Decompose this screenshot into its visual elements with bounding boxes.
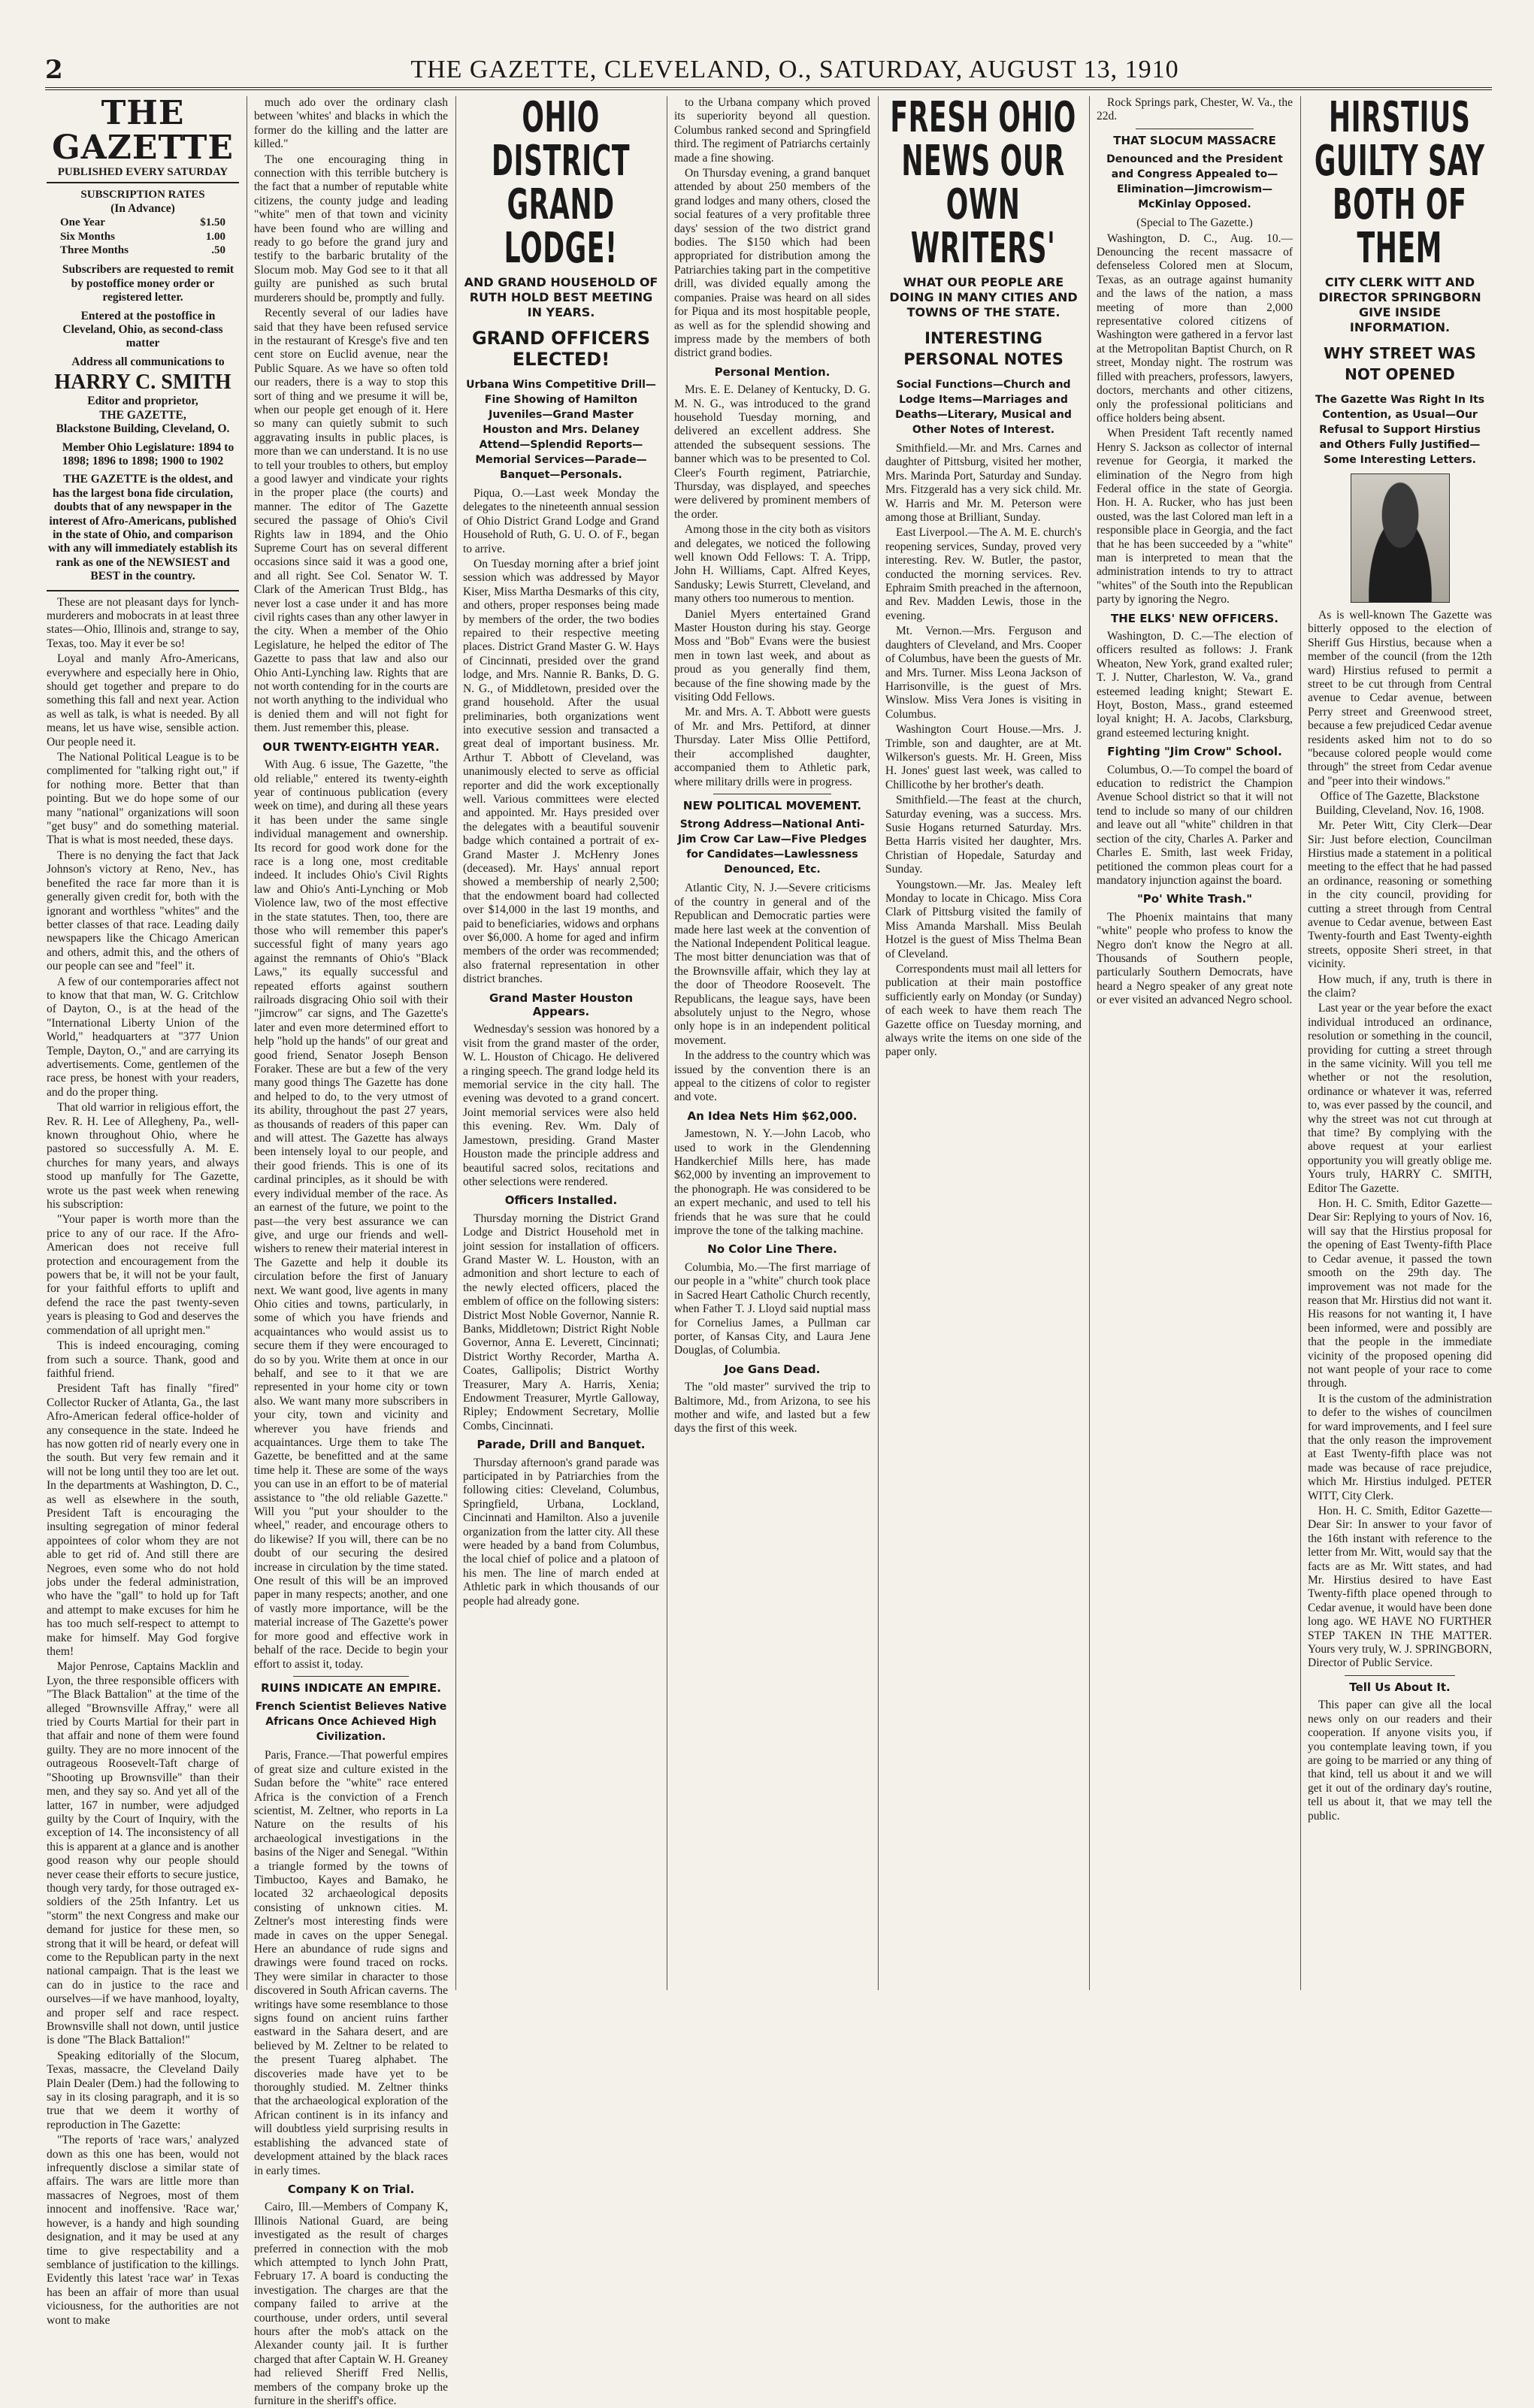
article-paragraph: The "old master" survived the trip to Baltimore, Md., from Arizona, to see his mother and wife, and lasted but a few days the first of this week.: [674, 1381, 870, 1435]
editorial-paragraph: much ado over the ordinary clash between 'whites' and blacks in which the former do the killing and the latter are killed.": [254, 96, 448, 151]
column-rule: [878, 96, 879, 1990]
article-paragraph: Piqua, O.—Last week Monday the delegates to the nineteenth annual session of Ohio District Grand Lodge and Grand Household of Ruth, G. U. O. of F., began to arrive.: [463, 487, 659, 555]
article-paragraph: On Tuesday morning after a brief joint session which was addressed by Mayor Kiser, Miss Martha Desmarks of this city, and others, proper responses being made by members of the order, the two bodies repaired to their respective meeting places. District Grand Master G. W. Hays of Cincinnati, presided over the grand lodge, and Mrs. Nannie R. Banks, D. G. N. G., of Middletown, presided over the grand household. After the usual preliminaries, both organizations went into executive session and transacted a great deal of important business. Mr. Arthur T. Abbott of Cleveland, was unanimously elected to serve as official reporter and did the work exceptionally well. Various committees were elected and appointed. Mr. Hays presided over the delegates with a beautiful souvenir badge which contained a portrait of ex-Grand Master J. McHenry Jones (deceased). Mr. Hays' annual report showed a membership of nearly 2,500; that the endowment board had collected over $14,000 in the last 19 months, and paid to beneficiaries, widows and orphans over $6,000. A home for aged and infirm members of the order was recommended; also fraternal representation in other district branches.: [463, 558, 659, 986]
article-paragraph: Paris, France.—That powerful empires of great size and culture existed in the Sudan before the "white" race entered Africa is the conviction of a French scientist, M. Zeltner, who reports in La Nature on the results of his archaeological investigations in the basins of the Niger and Senegal. "Within a triangle formed by the towns of Timbuctoo, Kayes and Bamako, he located 32 archaeological deposits consisting of unknown cities. M. Zeltner's most interesting finds were made in caves on the upper Senegal. Here an abundance of rude signs and drawings were found traced on rocks. They were similar in character to those discovered in South African caverns. The writings have some resemblance to those signs found on ancient ruins farther eastward in the Sahara desert, and are believed by M. Zeltner to be related to the present Tuareg alphabet. The discoveries made have yet to be thoroughly studied. M. Zeltner thinks that the archaeological exploration of the African continent is in its infancy and will doubtless yield surprising results in establishing the advanced state of development attained by the black races in early times.: [254, 1749, 448, 2177]
editorial-paragraph: These are not pleasant days for lynch-murderers and mobocrats in at least three states—Ohio, Illinois and, strange to say, Texas, too. May it ever be so!: [47, 595, 239, 650]
news-item: Mt. Vernon.—Mrs. Ferguson and daughters of Cleveland, and Mrs. Cooper of Columbus, have been the guests of Mr. and Mrs. Turner. Miss Leona Jackson of Harrisonville, is the guest of Mrs. Winslow. Miss Vera Jones is visiting in Columbus.: [885, 625, 1082, 721]
article-paragraph: Thursday afternoon's grand parade was participated in by Patriarchies from the following cities: Cleveland, Columbus, Springfield, Urbana, Lockland, Cincinnati and Hamilton. Also a juvenile organization from the latter city. All these were headed by a band from Columbus, the local chief of police and a platoon of his men. The line of march ended at Athletic park in which thousands of our people had already gone.: [463, 1456, 659, 1608]
article-deck: WHAT OUR PEOPLE ARE DOING IN MANY CITIES AND TOWNS OF THE STATE.: [889, 275, 1078, 319]
article-heading: NEW POLITICAL MOVEMENT.: [682, 798, 862, 812]
article-heading: Personal Mention.: [714, 365, 831, 379]
article-heading: Officers Installed.: [504, 1193, 618, 1208]
article-heading: RUINS INDICATE AN EMPIRE.: [261, 1680, 441, 1695]
masthead-box: [47, 96, 239, 591]
column-4: [674, 96, 870, 1990]
news-item: Smithfield.—Mr. and Mrs. Carnes and daughter of Pittsburg, visited her mother, Mrs. Marinda Port, Saturday and Sunday. Mrs. Fitzgerald has a very sick child. Mr. W. Harris and Mr. M. Peterson were among those at Brilliant, Sunday.: [885, 442, 1082, 525]
banner-headline: FRESH OHIO NEWS OUR OWN WRITERS': [890, 93, 1077, 273]
article-deck: Strong Address—National Anti-Jim Crow Car Law—Five Pledges for Candidates—Lawlessness Denounced, Etc.: [677, 818, 867, 876]
article-heading: Fighting "Jim Crow" School.: [1107, 745, 1282, 759]
banner-headline: HIRSTIUS GUILTY SAY BOTH OF THEM: [1315, 93, 1485, 273]
article-paragraph: Jamestown, N. Y.—John Lacob, who used to work in the Glendenning Handkerchief Mills here, has made $62,000 by inventing an improvement to the phonograph. He was considered to be an expert mechanic, and used to tell his friends that he was sure that he could improve the tone of the talking machine.: [674, 1127, 870, 1238]
letter-paragraph: Hon. H. C. Smith, Editor Gazette—Dear Sir: In answer to your favor of the 16th instant with reference to the letter from Mr. Witt, would say that the facts are as Mr. Witt states, and had Mr. Hirstius desired to have East Twenty-fifth place opened through to Cedar avenue, it would have been done long ago. WE HAVE NO FURTHER STEP TAKEN IN THE MATTER. Yours very truly, W. J. SPRINGBORN, Director of Public Service.: [1308, 1505, 1492, 1670]
letter-paragraph: It is the custom of the administration to defer to the wishes of councilmen for ward improvements, and I feel sure that the only reason the improvement at East Twenty-fifth place was not made was because of race prejudice, which Mr. Hirstius indulged. PETER WITT, City Clerk.: [1308, 1392, 1492, 1502]
article-paragraph: Daniel Myers entertained Grand Master Houston during his stay. George Moss and "Bob" Evans were the busiest men in town last week, and about as proud as you generally find them, because of the fine showing made by the visiting Odd Fellows.: [674, 607, 870, 704]
article-paragraph: Mr. and Mrs. A. T. Abbott were guests of Mr. and Mrs. Pettiford, at dinner Thursday. Later Miss Ollie Pettiford, their accomplished daughter, accompanied them to Athletic park, where military drills were in progress.: [674, 706, 870, 788]
article-deck: CITY CLERK WITT AND DIRECTOR SPRINGBORN GIVE INSIDE INFORMATION.: [1318, 275, 1481, 334]
rate-row: Three Months .50: [60, 244, 225, 257]
circulation-claim: THE GAZETTE is the oldest, and has the largest bona fide circulation, doubts that of any newspaper in the interest of Afro-Americans, published in the state of Ohio, and comparison with any will immediately establish its rank as one of the NEWSIEST and BEST in the country.: [48, 473, 238, 583]
article-heading: An Idea Nets Him $62,000.: [687, 1109, 858, 1123]
banner-headline: OHIO DISTRICT GRAND LODGE!: [492, 93, 631, 273]
article-paragraph: In the address to the country which was issued by the convention there is an appeal to the citizens of color to register and vote.: [674, 1049, 870, 1104]
editorial-paragraph: Major Penrose, Captains Macklin and Lyon, the three responsible officers with "The Black Battalion" at the time of the alleged "Brownsville Affray," were all tried by Courts Martial for their part in that affair and none of them were found guilty. They are no more innocent of the outrageous Roosevelt-Taft charge of "Shooting up Brownsville" than their men, and they say so. And yet all of the latter, 167 in number, were adjudged guilty by the Court of Inquiry, with the exception of 14. The inconsistency of all this is apparent at a glance and is another good reason why our people should never cease their efforts to secure justice, though very tardy, for those outraged ex-soldiers of the 25th Infantry. Let us "storm" the next Congress and make our demand for justice for these men, so strong that it will be heard, or defeat will come to the Republican party in the next national campaign. That is the least we can do in justice to the race and ourselves—if we have manhood, loyalty, and proper self and race respect. Brownsville shall not down, until justice is done "The Black Battalion!": [47, 1660, 239, 2047]
column-3: [463, 93, 659, 1990]
editorial-paragraph: With Aug. 6 issue, The Gazette, "the old reliable," entered its twenty-eighth year of continuous publication (every week on time), and during all these years it has been under the same single individual management and ownership. Its record for good work done for the race is a long one, most creditable indeed. It includes Ohio's Civil Rights law and Ohio's Anti-Lynching or Mob Violence law, two of the most effective in the state statutes. Then, too, there are those who will remember this paper's successful fight of many years ago against the remnants of Ohio's "Black Laws," its equally successful and repeated efforts against southern railroads disgracing Ohio soil with their "jimcrow" car signs, and The Gazette's later and even more determined effort to help "hold up the hands" of our great and good friend, Senator Joseph Benson Foraker. These are but a few of the very many good things The Gazette has done and helped to do, to the very utmost of its ability, throughout the past 27 years, as thousands of readers of this paper can and will attest. The Gazette has always been intensely loyal to our people, and their good friends. This is one of its cardinal principles, as it should be with every individual member of the race. As an earnest of the future, we point to the past—the very best assurance we can give, and urge our friends and well-wishers to renew their material interest in The Gazette and help it double its circulation before the first of January next. We want good, live agents in many Ohio cities and towns, particularly, in some of which you have friends and acquaintances who would assist us to secure them if they were encouraged to do so by you. Write them at once in our behalf, and see to it that we are represented in your home city or town also. We want many more subscribers in your city, town and vicinity and wherever you have friends and acquaintances. Urge them to take The Gazette, be benefitted and at the same time help it. These are some of the ways you can use in an effort to be of material assistance to "the old reliable Gazette." Will you "put your shoulder to the wheel," reader, and encourage others to do likewise? If you will, there can be no doubt of our securing the desired increase in circulation by the time stated. One result of this will be an improved paper in many respects; another, and one of vastly more importance, will be the material increase of The Gazette's power for more good and effective work in behalf of the race. Decide to begin your effort to assist it, today.: [254, 758, 448, 1671]
editor-name: HARRY C. SMITH: [54, 371, 231, 395]
article-deck: The Gazette Was Right In Its Contention, as Usual—Our Refusal to Support Hirstius and Others Fully Justified—Some Interesting Letters.: [1315, 394, 1485, 466]
column-5: [885, 93, 1082, 1990]
article-paragraph: When President Taft recently named Henry S. Jackson as collector of internal revenue for Georgia, it marked the elimination of the Negro from high Federal office in the state of Georgia. Hon. H. A. Rucker, who has just been ousted, was the last Colored man left in a responsible place in Georgia, and the fact that he has been succeeded by a "white" man is interpreted to mean that the administration intends to try to attract "whites" of the South into the Republican party by ignoring the Negro.: [1097, 427, 1293, 607]
news-item: Correspondents must mail all letters for publication at their main postoffice sufficiently early on Monday (or Sunday) of each week to have them reach The Gazette office on Tuesday morning, and always write the items on one side of the paper only.: [885, 963, 1082, 1059]
article-paragraph: Wednesday's session was honored by a visit from the grand master of the order, W. L. Houston of Chicago. He delivered a ringing speech. The grand lodge held its memorial service in the city hall. The evening was devoted to a grand concert. Joint memorial services were also held this evening. Rev. Wm. Daly of Jamestown, presiding. Grand Master Houston made the principle address and beautiful sacred solos, recitations and other selections were rendered.: [463, 1023, 659, 1188]
news-item: Smithfield.—The feast at the church, Saturday evening, was a success. Mrs. Susie Hogans returned Saturday. Mrs. Betta Harris visited her daughter, Mrs. Christian of Hopedale, Saturday and Sunday.: [885, 794, 1082, 876]
article-paragraph: This paper can give all the local news only on our readers and their cooperation. If anyone visits you, if you contemplate leaving town, if you are going to be married or any thing of that kind, tell us about it and we will get it out of the ordinary day's routine, tell us about it, that we may tell the public.: [1308, 1699, 1492, 1823]
article-heading: THE ELKS' NEW OFFICERS.: [1110, 611, 1278, 625]
entered-note: Entered at the postoffice in Cleveland, Ohio, as second-class matter: [62, 309, 223, 350]
article-heading: Tell Us About It.: [1349, 1680, 1451, 1694]
editorial-paragraph: "The reports of 'race wars,' analyzed down as this one has been, would not infrequently disclose a similar state of affairs. The wars are little more than massacres of Negroes, most of them innocent and inoffensive. 'Race war,' however, is a handy and high sounding designation, and it may be used at any time to give respectability and a semblance of justification to the killings. Evidently this latest 'race war' in Texas has been an affair of more than usual viciousness, for the authorities are not wont to make: [47, 2134, 239, 2327]
article-paragraph: On Thursday evening, a grand banquet attended by about 250 members of the grand lodges and many others, closed the social features of a very profitable three days' session of the two district grand bodies. The $150 which had been appropriated for distribution among the Patriarchies taking part in the competitive drill, was divided equally among the companies. Praise was heard on all sides for Piqua and its most hospitable people, as well as for the splendid showing and impress made by the members of both district grand bodies.: [674, 167, 870, 360]
rate-row: One Year $1.50: [60, 216, 225, 229]
article-deck: Denounced and the President and Congress Appealed to—Elimination—Jimcrowism—McKinlay Opposed.: [1106, 153, 1283, 211]
article-paragraph: Washington, D. C.—The election of officers resulted as follows: J. Frank Wheaton, New York, grand exalted ruler; T. J. Nutter, Charleston, W. Va., grand esteemed leading knight; Stewart E. Hoyt, Boston, Mass., grand esteemed loyal knight; H. A. Jacobs, Clarksburg, grand esteemed lecturing knight.: [1097, 630, 1293, 740]
column-2: [254, 96, 448, 2407]
article-deck: AND GRAND HOUSEHOLD OF RUTH HOLD BEST MEETING IN YEARS.: [464, 275, 658, 319]
article-paragraph: Among those in the city both as visitors and delegates, we noticed the following well known Odd Fellows: T. A. Tripp, John H. Williams, Capt. Alfred Keyes, Sandusky; Lewis Sturrett, Cleveland, and many others too numerous to mention.: [674, 523, 870, 606]
letter-paragraph: Last year or the year before the exact individual introduced an ordinance, resolution or something in the council, providing for cutting a street through in the same vicinity. Will you tell me whether or not the resolution, ordinance or whatever it was, referred to, was ever passed by the council, and why the street was not cut through at that time? By complying with the above request at your earliest opportunity you will greatly oblige me. Yours truly, HARRY C. SMITH, Editor The Gazette.: [1308, 1002, 1492, 1195]
column-rule: [1300, 96, 1301, 1990]
editorial-paragraph: Loyal and manly Afro-Americans, everywhere and especially here in Ohio, should get together and prepare to do something this fall and next year. Action as well as talk, is what is needed. By all means, let us have wise, sensible action. Our people need it.: [47, 652, 239, 749]
divider: [1345, 1675, 1455, 1676]
article-heading: No Color Line There.: [707, 1242, 837, 1257]
divider: [293, 1676, 410, 1677]
editorial-paragraph: That old warrior in religious effort, the Rev. R. H. Lee of Allegheny, Pa., well-known throughout Ohio, where he pastored so successfully A. M. E. churches for many years, and always stood up manfully for The Gazette, wrote us the past week when renewing his subscription:: [47, 1101, 239, 1212]
editorial-paragraph: A few of our contemporaries affect not to know that that man, W. G. Critchlow of Dayton, O., is at the head of the "International Liberty Union of the World," headquarters at "377 Union Temple, Dayton, O.," and are carrying its advertisements. Come, gentlemen of the race press, be honest with your readers, and do the proper thing.: [47, 975, 239, 1099]
news-item: East Liverpool.—The A. M. E. church's reopening services, Sunday, proved very interesting. Rev. W. Butler, the pastor, conducted the morning services. Rev. Ephraim Smith preached in the afternoon, and Rev. Madden Lewis, those in the evening.: [885, 526, 1082, 622]
editorial-paragraph: The National Political League is to be complimented for "talking right out," if for nothing more. Better that than pointing. But we do hope some of our many "national" organizations will soon "get busy" and do something material. That is what is most needed, these days.: [47, 751, 239, 847]
publication-address: Blackstone Building, Cleveland, O.: [56, 422, 230, 436]
letter-paragraph: Mr. Peter Witt, City Clerk—Dear Sir: Just before election, Councilman Hirstius made a statement in a political meeting to the effect that he had passed an ordinance, reasoning or something in the city council, providing for cutting a street through from Central avenue to Cedar avenue, between East Twenty-fourth and East Twenty-eighth streets, opposite Sheri street, in that vicinity.: [1308, 819, 1492, 971]
article-heading: Joe Gans Dead.: [724, 1362, 821, 1376]
article-paragraph: Cairo, Ill.—Members of Company K, Illinois National Guard, are being investigated as the result of charges preferred in connection with the mob which attempted to lynch John Pratt, February 17. A board is conducting the investigation. The charges are that the company failed to arrive at the courthouse, under orders, until several hours after the mob's attack on the Alexander county jail. It is further charged that after Captain W. H. Greaney had relieved Sheriff Fred Nellis, members of the company broke up the furniture in the sheriff's office.: [254, 2201, 448, 2407]
publication-name: THE GAZETTE,: [99, 408, 186, 422]
rates-heading: SUBSCRIPTION RATES: [80, 189, 205, 201]
rate-row: Six Months 1.00: [60, 230, 225, 243]
legislature-note: Member Ohio Legislature: 1894 to 1898; 1896 to 1898; 1900 to 1902: [62, 440, 234, 467]
letter-header: Office of The Gazette, Blackstone Building, Cleveland, Nov. 16, 1908.: [1315, 790, 1484, 817]
article-heading: Grand Master Houston Appears.: [489, 991, 634, 1019]
dateline: (Special to The Gazette.): [1136, 216, 1253, 230]
editorial-paragraph: Speaking editorially of the Slocum, Texas, massacre, the Cleveland Daily Plain Dealer (Dem.) had the following to say in its closing paragraph, and it is so true that we deem it worthy of reproduction in The Gazette:: [47, 2049, 239, 2131]
article-paragraph: Atlantic City, N. J.—Severe criticisms of the country in general and of the Republican and Democratic parties were made here last week at the convention of the National Independent Political league. The most bitter denunciation was that of the Brownsville affair, which they lay at the door of Theodore Roosevelt. The Republicans, the league says, have been absolutely unjust to the Negro, whose only hope is in an independent political movement.: [674, 882, 870, 1047]
article-paragraph: As is well-known The Gazette was bitterly opposed to the election of Sheriff Gus Hirstius, because when a member of the council (from the 12th ward) Hirstius refused to permit a street to be cut through from Central avenue to Cedar avenue, between Perry street and Greenwood street, because a few prejudiced Cedar avenue residents asked him not to do so "because colored people would come through" the street from Cedar avenue and "peer into their windows.": [1308, 609, 1492, 788]
rates-note: (In Advance): [110, 201, 175, 215]
article-paragraph: The Phoenix maintains that many "white" people who profess to know the Negro don't know the Negro at all. Thousands of Southern people, particularly Southern Democrats, have heard a Negro speaker of any great note or ever visited an advanced Negro school.: [1097, 910, 1293, 1007]
running-head: THE GAZETTE, CLEVELAND, O., SATURDAY, AUGUST 13, 1910: [410, 56, 1179, 83]
gazette-title: THE GAZETTE: [52, 94, 234, 167]
editor-title: Editor and proprietor,: [87, 395, 198, 408]
column-7: [1308, 93, 1492, 1990]
news-item: Rock Springs park, Chester, W. Va., the 22d.: [1097, 96, 1293, 123]
gazette-subtitle: PUBLISHED EVERY SATURDAY: [47, 165, 239, 183]
article-paragraph: Washington, D. C., Aug. 10.—Denouncing the recent massacre of defenseless Colored men at Slocum, Texas, as an outrage against humanity and the laws of the nation, a mass meeting of more than 2,000 representative colored citizens of Washington were gathered in a fervor last at the Metropolitan Baptist Church, on R street, Monday night. The rostrum was filled with preachers, professors, lawyers, doctors, merchants and other citizens, only the professional politicians and office holders being absent.: [1097, 231, 1293, 425]
column-1: [47, 94, 239, 2327]
article-deck: INTERESTING PERSONAL NOTES: [903, 329, 1064, 368]
page-number: 2: [45, 55, 63, 85]
article-heading: THAT SLOCUM MASSACRE: [1113, 133, 1276, 147]
portrait-image: [1351, 473, 1450, 603]
editorial-paragraph: "Your paper is worth more than the price to any of our race. If the Afro-American does not receive full protection and encouragement from the powers that be, it will not be your fault, for your faithful efforts to uplift and defend the race the past twenty-seven years is pleasing to God and deserves the commendation of all upright men.": [47, 1213, 239, 1337]
article-heading: Company K on Trial.: [287, 2182, 415, 2196]
article-heading: "Po' White Trash.": [1136, 892, 1253, 906]
letter-paragraph: Hon. H. C. Smith, Editor Gazette—Dear Sir: Replying to yours of Nov. 16, will say that the Hirstius proposal for the opening of East Twenty-fifth Place to Cedar avenue, it passed the town smooth on the 29th day. The improvement was not made for the reason that Mr. Hirstius did not want it. His reasons for not wanting it, I have been informed, were and possibly are that the people in the immediate vicinity of the proposed opening did not want people of your race to come through.: [1308, 1197, 1492, 1390]
article-heading: OUR TWENTY-EIGHTH YEAR.: [262, 740, 440, 754]
remit-note: Subscribers are requested to remit by postoffice money order or registered letter.: [62, 263, 234, 304]
article-paragraph: to the Urbana company which proved its superiority beyond all question. Columbus ranked second and Springfield third. The regiment of Patriarchs certainly made a fine showing.: [674, 96, 870, 165]
address-heading: Address all communications to: [71, 355, 225, 368]
editorial-paragraph: President Taft has finally "fired" Collector Rucker of Atlanta, Ga., the last Afro-American federal office-holder of any consequence in the state. Indeed he has now gotten rid of nearly every one in the south. But very few remain and it will not be long until they too are let out. In the departments at Washington, D. C., as well as elsewhere in the south, President Taft is encouraging the insulting segregation of minor federal appointees of color whom they are not able to get rid of. And still there are Negroes, even some who do not hold jobs under the federal administration, who have the "gall" to hold up for Taft and attempt to make excuses for him he has too much self-respect to attempt to make for himself. May God forgive them!: [47, 1382, 239, 1659]
news-item: Washington Court House.—Mrs. J. Trimble, son and daughter, are at Mt. Wilkerson's guests. Mr. H. Green, Miss H. Jones' guest last week, was called to Chillicothe by her brother's death.: [885, 723, 1082, 791]
article-paragraph: Columbus, O.—To compel the board of education to redistrict the Champion Avenue School district so that it will not tend to include so many of our children and leave out all "white" children in that section of the city, Charles A. Parker and Charles E. Smith, last week Friday, petitioned the common pleas court for a mandatory injunction against the board.: [1097, 763, 1293, 887]
article-deck: WHY STREET WAS NOT OPENED: [1324, 344, 1476, 383]
article-paragraph: Thursday morning the District Grand Lodge and District Household met in joint session for installation of officers. Grand Master W. L. Houston, with an admonition and short lecture to each of the newly elected officers, placed the emblem of office on the following sisters: District Most Noble Governor, Nannie R. Banks, Middletown; District Right Noble Governor, Anna E. Leverett, Cincinnati; District Worthy Recorder, Martha A. Coates, Gallipolis; District Worthy Treasurer, Mary A. Harris, Xenia; Endowment Treasurer, Myrtle Galloway, Ripley; Endowment Secretary, Mollie Combs, Cincinnati.: [463, 1212, 659, 1432]
article-deck: French Scientist Believes Native Africans Once Achieved High Civilization.: [255, 1701, 447, 1744]
article-paragraph: Columbia, Mo.—The first marriage of our people in a "white" church took place in Sacred Heart Catholic Church recently, when Father T. J. Lloyd said nuptial mass for Cornelius James, a Pullman car porter, of Kansas City, and Laura Jene Douglas, of Columbia.: [674, 1260, 870, 1357]
letter-paragraph: How much, if any, truth is there in the claim?: [1308, 973, 1492, 1000]
article-deck: GRAND OFFICERS ELECTED!: [471, 328, 650, 370]
editorial-paragraph: Recently several of our ladies have said that they have been refused service in the restaurant of Kresge's five and ten cent store on Euclid avenue, near the Public Square. As we have so often told our readers, there is a way to stop this sort of thing and we presume it will be, when our people get enough of it. Here so many can quietly submit to such aggravating insults in public places, is more than we can understand. It is no use to tell your troubles to others, but employ a good lawyer and vindicate your rights in the proper place (the courts) and manner. The editor of The Gazette secured the passage of Ohio's Civil Rights law in 1894, and the Ohio Supreme Court has on several different occasions since said it was a good one, and all right. See Col. Senator W. T. Clark of the American Trust Bldg., has never lost a case under it and has more civil rights cases than any other lawyer in the city. When a member of the Ohio Legislature, he helped the editor of The Gazette to pass that law and also our Ohio Anti-Lynching law. Rights that are not worth contending for in the courts are not worth anything to the individual who is denied them and will not fight for them. Just remember this, please.: [254, 307, 448, 735]
column-6: [1097, 96, 1293, 1990]
editorial-paragraph: This is indeed encouraging, coming from such a source. Thank, good and faithful friend.: [47, 1339, 239, 1380]
news-item: Youngstown.—Mr. Jas. Mealey left Monday to locate in Chicago. Miss Cora Clark of Pittsburg visited the family of Miss Amanda Marshall. Miss Beulah Hotzel is the guest of Miss Thelma Bean of Cleveland.: [885, 878, 1082, 960]
article-deck: Urbana Wins Competitive Drill—Fine Showing of Hamilton Juveniles—Grand Master Houston and Mrs. Delaney Attend—Splendid Reports—Memorial Services—Parade—Banquet—Personals.: [466, 379, 656, 481]
column-rule: [1089, 96, 1090, 1990]
editorial-paragraph: There is no denying the fact that Jack Johnson's victory at Reno, Nev., has benefited the race far more than it is generally given credit for, both with the ignorant and worthless "whites" and the better classes of that race. Leading daily newspapers like the Chicago American and others, admit this, and the others of our people can see and "feel" it.: [47, 849, 239, 973]
column-rule: [455, 96, 456, 1990]
article-deck: Social Functions—Church and Lodge Items—Marriages and Deaths—Literary, Musical and Other Notes of Interest.: [895, 379, 1072, 436]
article-heading: Parade, Drill and Banquet.: [477, 1438, 646, 1452]
article-paragraph: Mrs. E. E. Delaney of Kentucky, D. G. M. N. G., was introduced to the grand household Tuesday morning, and delivered an excellent address. She attended the subsequent sessions. The banner which was to be presented to Col. Cleer's Fourth regiment, Patriarchie, Thursday, was displayed, and speeches were delivered by prominent members of the order.: [674, 383, 870, 521]
editorial-paragraph: The one encouraging thing in connection with this terrible butchery is the fact that a number of reputable white citizens, the county judge and leading "white" men of that town and vicinity have been found who are willing and ready to go before the grand jury and testify to the barbaric brutality of the Slocum mob. May God see to it that all guilty are punished as such brutal murderers should be, promptly and fully.: [254, 153, 448, 304]
page-header: [45, 53, 1492, 90]
